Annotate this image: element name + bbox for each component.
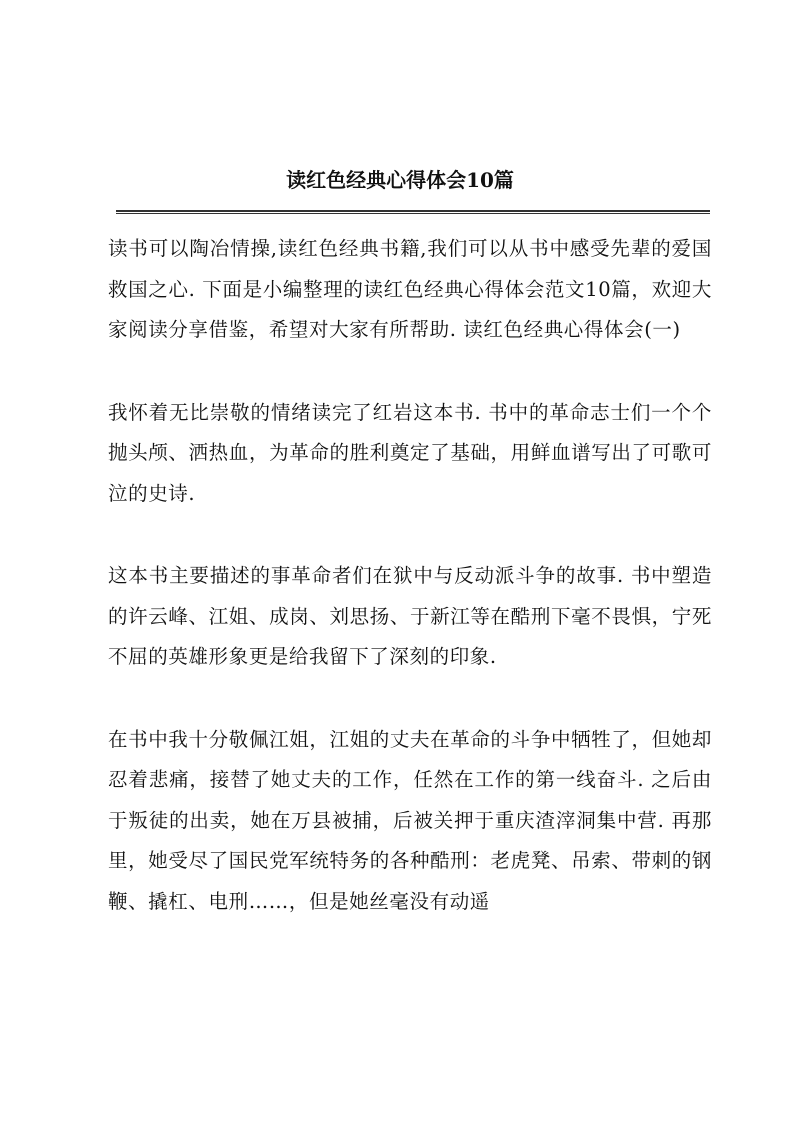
document-title: 读红色经典心得体会10篇: [286, 168, 514, 192]
paragraph-4: 在书中我十分敬佩江姐，江姐的丈夫在革命的斗争中牺牲了，但她却忍着悲痛，接替了她丈夫的工作，任然在工作的第一线奋斗. 之后由于叛徒的出卖，她在万县被捕，后被关押于重庆渣滓洞集中营. 再那里，她受尽了国民党军统特务的各种酷刑：老虎凳、吊索、带刺的钢鞭、撬杠、电刑……，但是她丝毫没有动遥: [108, 727, 712, 913]
title-divider: [116, 210, 710, 214]
document-body: [108, 229, 712, 964]
paragraph-intro: 读书可以陶冶情操,读红色经典书籍,我们可以从书中感受先辈的爱国救国之心. 下面是小编整理的读红色经典心得体会范文10篇，欢迎大家阅读分享借鉴，希望对大家有所帮助. 读红色经典心得体会(一): [108, 237, 712, 341]
paragraph-2: 我怀着无比崇敬的情绪读完了红岩这本书. 书中的革命志士们一个个抛头颅、洒热血，为革命的胜利奠定了基础，用鲜血谱写出了可歌可泣的史诗.: [108, 400, 712, 505]
paragraph-3: 这本书主要描述的事革命者们在狱中与反动派斗争的故事. 书中塑造的许云峰、江姐、成岗、刘思扬、于新江等在酷刑下毫不畏惧，宁死不屈的英雄形象更是给我留下了深刻的印象.: [108, 564, 712, 668]
